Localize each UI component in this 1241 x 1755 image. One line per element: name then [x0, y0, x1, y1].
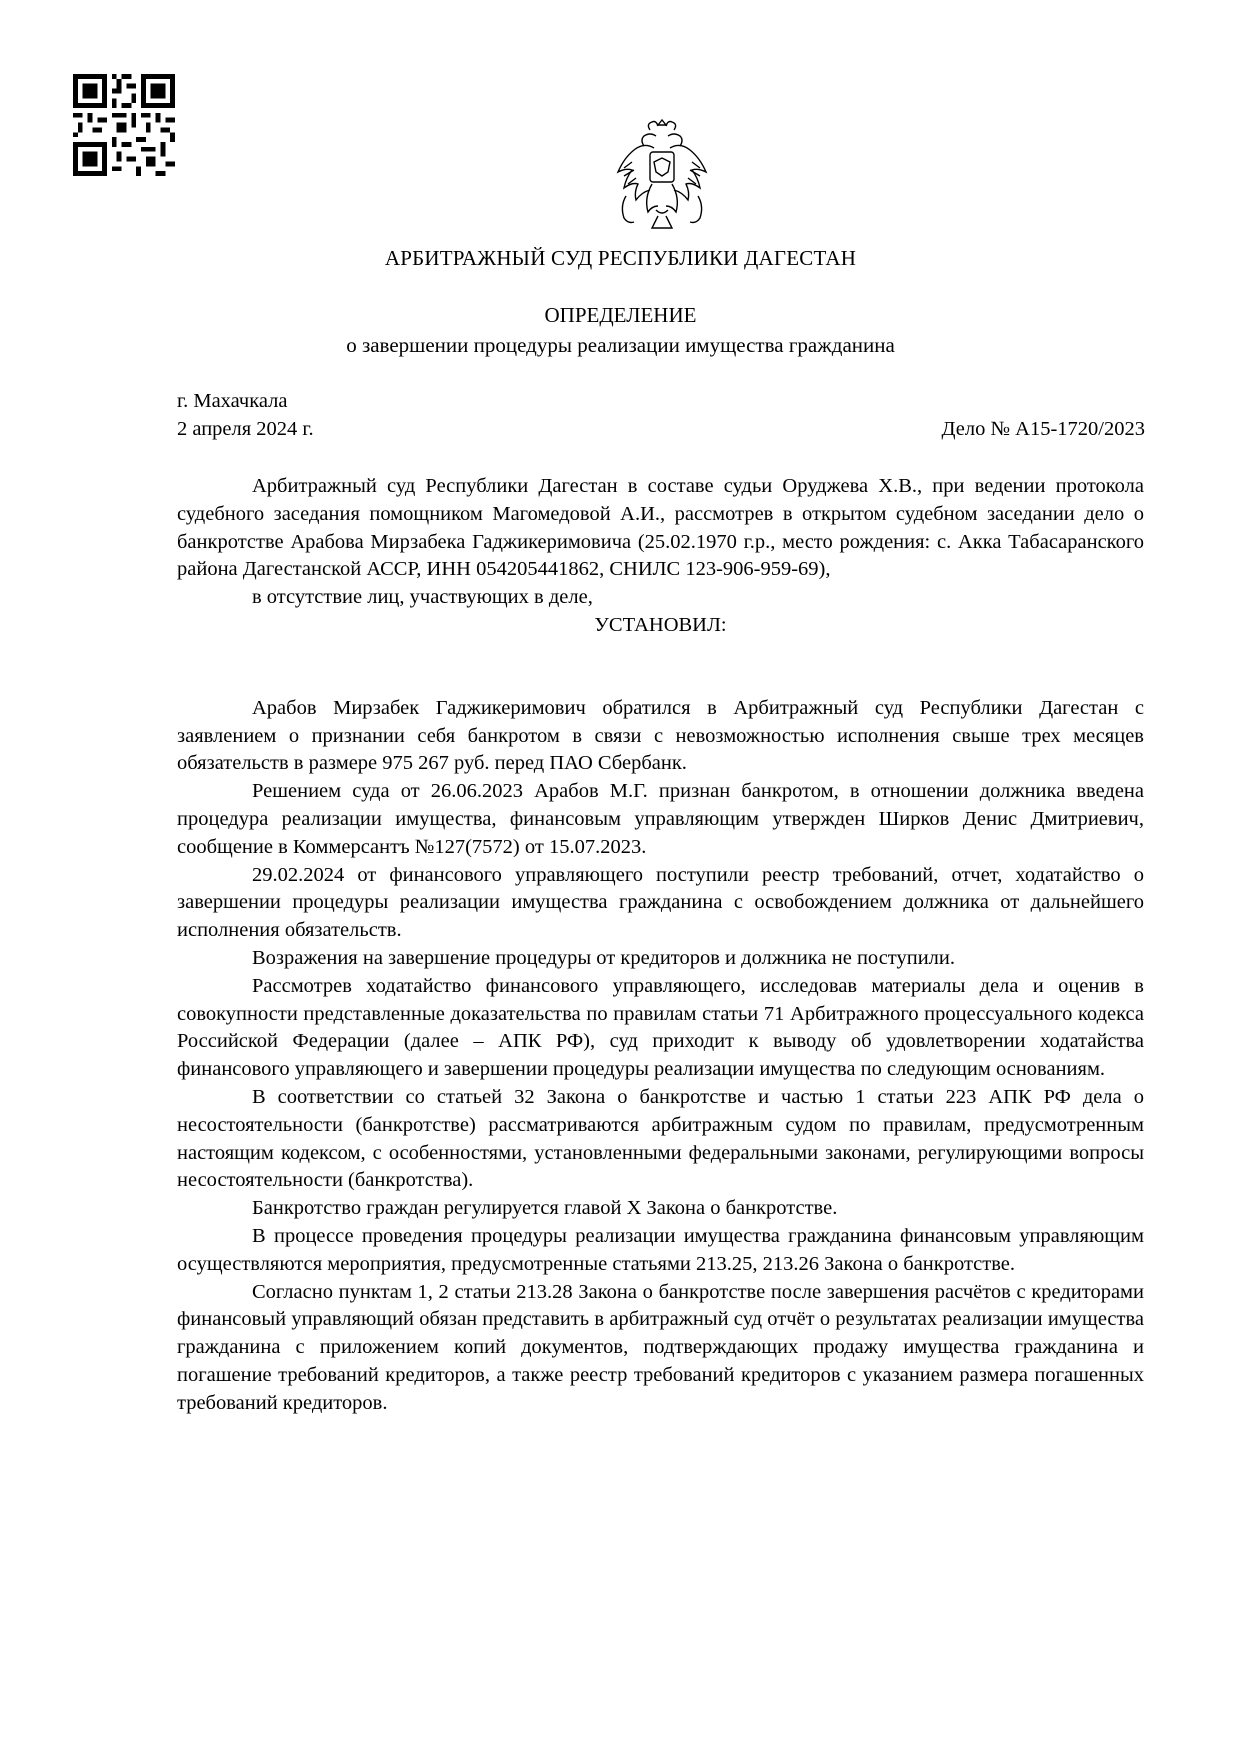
case-number: Дело № А15-1720/2023 — [941, 418, 1145, 440]
paragraph: Арабов Мирзабек Гаджикеримович обратился в Арбитражный суд Республики Дагестан с заявлением о признании себя банкротом в связи с невозможностью исполнения свыше трех месяцев обязательств в размере 975 267 руб. перед ПАО Сбербанк. — [177, 696, 1144, 775]
paragraph: Решением суда от 26.06.2023 Арабов М.Г. признан банкротом, в отношении должника введена процедура реализации имущества, финансовым управляющим утвержден Ширков Денис Дмитриевич, сообщение в Коммерсантъ №127(7572) от 15.07.2023. — [177, 780, 1144, 858]
paragraph: В процессе проведения процедуры реализации имущества гражданина финансовым управляющим осуществляются мероприятия, предусмотренные статьями 213.25, 213.26 Закона о банкротстве. — [177, 1224, 1144, 1275]
absence-paragraph: в отсутствие лиц, участвующих в деле, — [252, 586, 593, 609]
qr-code-icon — [73, 74, 175, 176]
paragraph: 29.02.2024 от финансового управляющего поступили реестр требований, отчет, ходатайство о завершении процедуры реализации имущества гражданина с освобождением должника от дальнейшего исполнения обязательств. — [177, 863, 1144, 942]
city: г. Махачкала — [177, 390, 288, 412]
document-body — [177, 473, 1144, 1418]
document-type: ОПРЕДЕЛЕНИЕ — [544, 303, 697, 327]
document-date: 2 апреля 2024 г. — [177, 418, 314, 440]
paragraph: Возражения на завершение процедуры от кредиторов и должника не поступили. — [252, 946, 955, 969]
paragraph: В соответствии со статьей 32 Закона о банкротстве и частью 1 статьи 223 АПК РФ дела о несостоятельности (банкротстве) рассматриваются арбитражным судом по правилам, предусмотренным настоящим кодексом, с особенностями, установленными федеральными законами, регулирующими вопросы несостоятельности (банкротства). — [177, 1085, 1144, 1192]
court-name: АРБИТРАЖНЫЙ СУД РЕСПУБЛИКИ ДАГЕСТАН — [384, 246, 857, 270]
paragraph: Рассмотрев ходатайство финансового управляющего, исследовав материалы дела и оценив в совокупности представленные доказательства по правилам статьи 71 Арбитражного процессуального кодекса Российской Федерации (далее – АПК РФ), суд приходит к выводу об удовлетворении ходатайства финансового управляющего и завершении процедуры реализации имущества по следующим основаниям. — [177, 974, 1144, 1081]
paragraph: Банкротство граждан регулируется главой X Закона о банкротстве. — [252, 1197, 838, 1220]
ruling-heading: УСТАНОВИЛ: — [594, 613, 727, 636]
paragraph: Согласно пунктам 1, 2 статьи 213.28 Закона о банкротстве после завершения расчётов с кредиторами финансовый управляющий обязан представить в арбитражный суд отчёт о результатах реализации имущества гражданина с приложением копий документов, подтверждающих продажу имущества гражданина и погашение требований кредиторов, а также реестр требований кредиторов с указанием размера погашенных требований кредиторов. — [177, 1280, 1144, 1414]
coat-of-arms-icon — [612, 118, 712, 234]
intro-paragraph: Арбитражный суд Республики Дагестан в составе судьи Оруджева Х.В., при ведении протокола судебного заседания помощником Магомедовой А.И., рассмотрев в открытом судебном заседании дело о банкротстве Арабова Мирзабека Гаджикеримовича (25.02.1970 г.р., место рождения: с. Акка Табасаранского района Дагестанской АССР, ИНН 054205441862, СНИЛС 123-906-959-69), — [177, 475, 1144, 581]
document-subtitle: о завершении процедуры реализации имущества гражданина — [346, 333, 895, 357]
